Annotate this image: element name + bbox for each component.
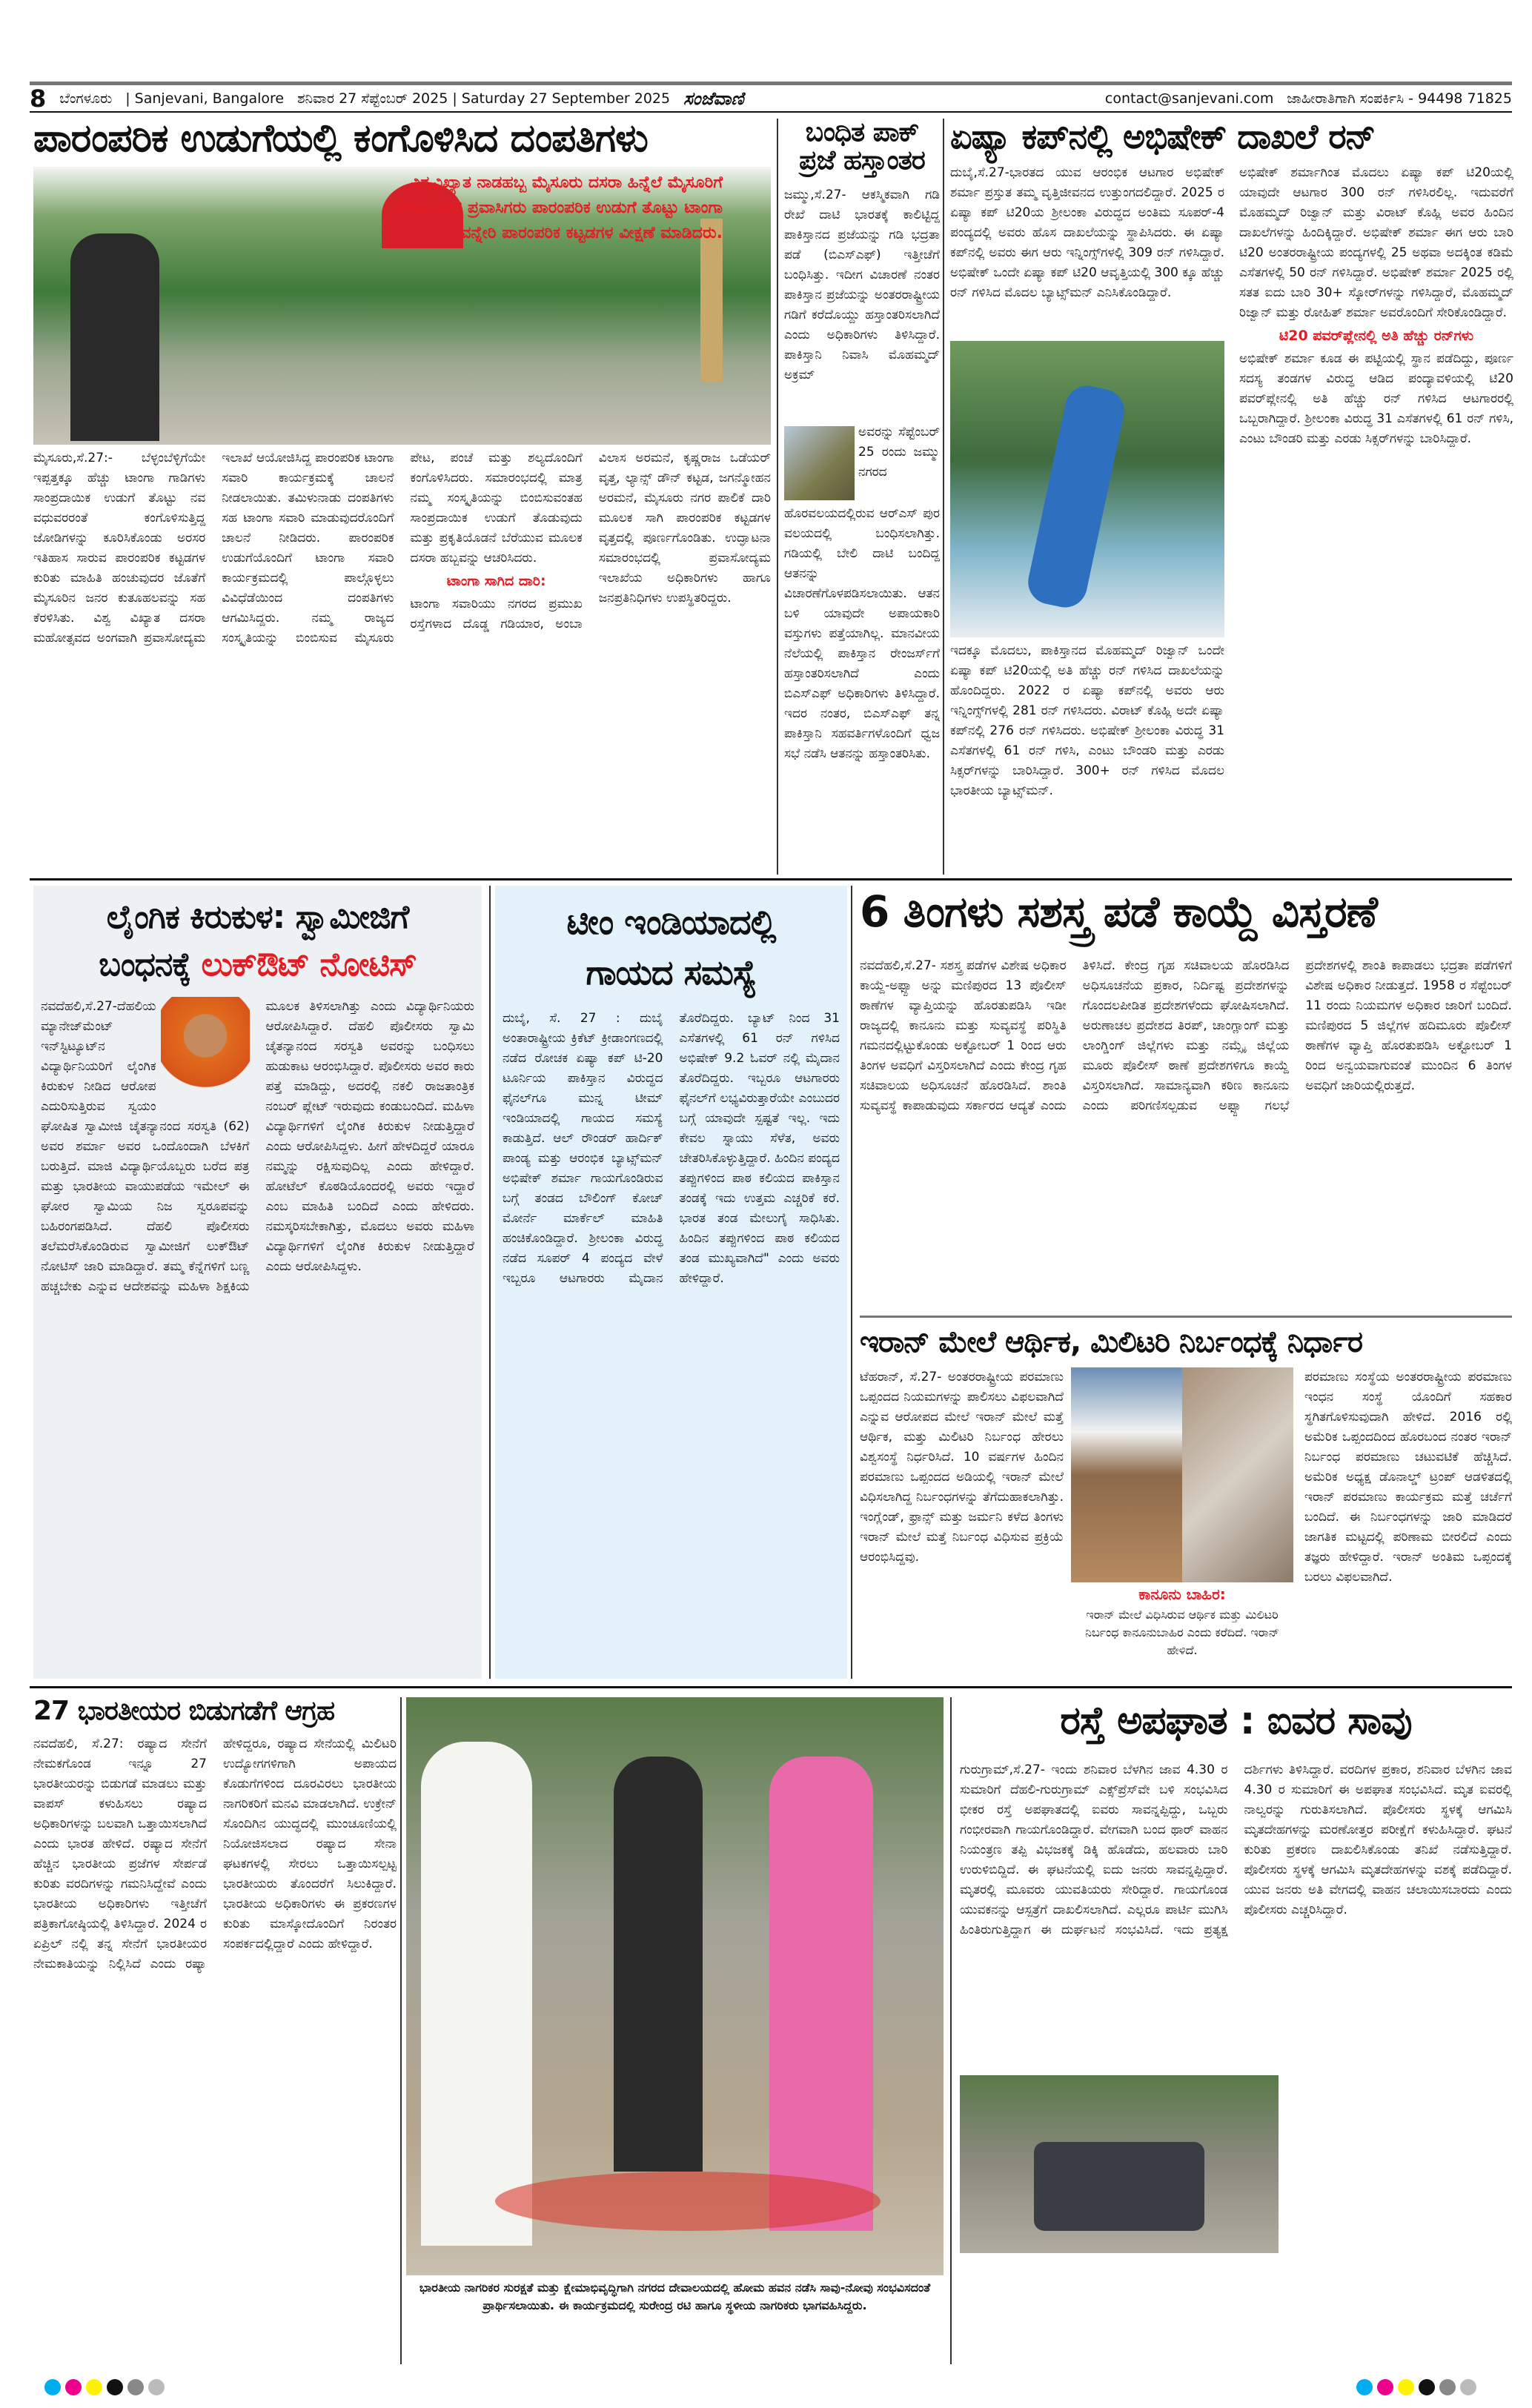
jeep-shape — [1034, 2142, 1204, 2231]
team-box — [495, 886, 847, 1679]
edition: | Sanjevani, Bangalore — [125, 90, 285, 107]
iran-caption-title: ಕಾನೂನು ಬಾಹಿರ: — [1138, 1585, 1226, 1603]
afspa-headline: 6 ತಿಂಗಳು ಸಶಸ್ತ್ರ ಪಡೆ ಕಾಯ್ದೆ ವಿಸ್ತರಣೆ — [860, 886, 1377, 937]
iran-caption: ಇರಾನ್ ಮೇಲೆ ವಿಧಿಸಿರುವ ಆರ್ಥಿಕ ಮತ್ತು ಮಿಲಿಟರಿ ನಿರ್ಬಂಧ ಕಾನೂನುಬಾಹಿರ ಎಂದು ಕರೆದಿದೆ. ಇರಾನ್ ಹೇಳಿದೆ. — [1085, 1608, 1279, 1657]
divider — [950, 1697, 952, 2364]
asia-paragraph: ಅಭಿಷೇಕ್ ಶರ್ಮಾಗಿಂತ ಮೊದಲು ಏಷ್ಯಾ ಕಪ್ ಟಿ20ಯಲ್ಲಿ ಯಾವುದೇ ಆಟಗಾರ 300 ರನ್ ಗಳಿಸಿರಲಿಲ್ಲ. ಇದುವರೆಗೆ ಮೊಹಮ್ಮದ್ ರಿಜ್ವಾನ್ ಮತ್ತು ವಿರಾಟ್ ಕೊಹ್ಲಿ ಅವರ ಹಿಂದಿನ ದಾಖಲೆಗಳನ್ನು ಹಿಂದಿಕ್ಕಿದ್ದಾರೆ. ಅಭಿಷೇಕ್ ಶರ್ಮಾ ಈಗ ಆರು ಬಾರಿ ಟಿ20 ಅಂತರರಾಷ್ಟ್ರೀಯ ಪಂದ್ಯಗಳಲ್ಲಿ 25 ಅಥವಾ ಅದಕ್ಕಿಂತ ಕಡಿಮೆ ಎಸೆತಗಳಲ್ಲಿ 50 ರನ್ ಗಳಿಸಿದ್ದಾರೆ. ಅಭಿಷೇಕ್ ಶರ್ಮಾ 2025 ರಲ್ಲಿ ಸತತ ಐದು ಬಾರಿ 30+ ಸ್ಕೋರ್‌ಗಳನ್ನು ಗಳಿಸಿದ್ದಾರೆ, ಮೊಹಮ್ಮದ್ ರಿಜ್ವಾನ್ ಮತ್ತು ರೋಹಿತ್ ಶರ್ಮಾ ಅವರೊಂದಿಗೆ ಸೇರಿಕೊಂಡಿದ್ದಾರೆ. — [1239, 165, 1513, 320]
section-rule — [30, 878, 1512, 880]
iran-photo — [1071, 1367, 1293, 1582]
swami-paragraph: ನವದೆಹಲಿ,ಸೆ.27-ದೆಹಲಿಯ ಮ್ಯಾನೇಜ್‌ಮೆಂಟ್ ಇನ್‌ಸ್ಟಿಟ್ಯೂಟ್‌ನ ವಿದ್ಯಾರ್ಥಿನಿಯರಿಗೆ ಲೈಂಗಿಕ ಕಿರುಕುಳ ನೀಡಿದ ಆರೋಪ ಎದುರಿಸುತ್ತಿರುವ ಸ್ವಯಂ ಘೋಷಿತ ಸ್ವಾಮೀಜಿ ಚೈತನ್ಯಾನಂದ ಸರಸ್ವತಿ (62) ಅವರ ಶರ್ಮಾ ಅವರ ಒಂದೊಂದಾಗಿ ಬೆಳಕಿಗೆ ಬರುತ್ತಿದೆ. ಮಾಜಿ ವಿದ್ಯಾರ್ಥಿಯೊಬ್ಬರು ಬರೆದ ಪತ್ರ ಮತ್ತು ಭಾರತೀಯ ವಾಯುಪಡೆಯ ಇಮೇಲ್ ಈ ಘೋರ ಸ್ವಾಮಿಯ ನಿಜ ಸ್ವರೂಪವನ್ನು ಬಹಿರಂಗಪಡಿಸಿದೆ. ದೆಹಲಿ ಪೊಲೀಸರು ತಲೆಮರೆಸಿಕೊಂಡಿರುವ ಸ್ವಾಮೀಜಿಗೆ ಲುಕ್‌ಔಟ್ ನೋಟಿಸ್ ಜಾರಿ ಮಾಡಿದ್ದಾರೆ. ತಮ್ಮ ಕೆನ್ನೆಗಳಿಗೆ ಬಣ್ಣ ಹಚ್ಚಬೇಕು ಎನ್ನುವ ಆದೇಶವನ್ನು ಮಹಿಳಾ ಶಿಕ್ಷಕಿಯ ಮೂಲಕ ತಿಳಿಸಲಾಗಿತ್ತು ಎಂದು ವಿದ್ಯಾರ್ಥಿನಿಯರು ಆರೋಪಿಸಿದ್ದಾರೆ. ದೆಹಲಿ ಪೊಲೀಸರು ಸ್ವಾಮಿ ಚೈತನ್ಯಾನಂದ ಸರಸ್ವತಿ ಅವರನ್ನು ಬಂಧಿಸಲು ಹುಡುಕಾಟ ಆರಂಭಿಸಿದ್ದಾರೆ. ಪೊಲೀಸರು ಅವರ ಕಾರು ಪತ್ತೆ ಮಾಡಿದ್ದು, ಅದರಲ್ಲಿ ನಕಲಿ ರಾಜತಾಂತ್ರಿಕ ನಂಬರ್ ಪ್ಲೇಟ್ ಇರುವುದು ಕಂಡುಬಂದಿದೆ. ಮಹಿಳಾ ವಿದ್ಯಾರ್ಥಿಗಳಿಗೆ ಲೈಂಗಿಕ ಕಿರುಕುಳ ನೀಡುತ್ತಿದ್ದಾರೆ ಎಂದು ಆರೋಪಿಸಿದ್ದಳು. ಹೀಗೆ ಹೇಳದಿದ್ದರೆ ಯಾರೂ ನಮ್ಮನ್ನು ರಕ್ಷಿಸುವುದಿಲ್ಲ ಎಂದು ಹೇಳಿದ್ದಾರೆ. ಹೋಟೆಲ್ ಕೊಠಡಿಯೊಂದರಲ್ಲಿ ಅವರು ಇದ್ದಾರೆ ಎಂಬ ಮಾಹಿತಿ ಬಂದಿದೆ ಎಂದು ಹೇಳಿದರು. ನಮಸ್ಕರಿಸಬೇಕಾಗಿತ್ತು, ಮೊದಲು ಅವರು ಮಹಿಳಾ ವಿದ್ಯಾರ್ಥಿಗಳಿಗೆ ಲೈಂಗಿಕ ಕಿರುಕುಳ ನೀಡುತ್ತಿದ್ದಾರೆ ಎಂದು ಆರೋಪಿಸಿದ್ದಳು. — [41, 999, 474, 1295]
lead-subhead: ಟಾಂಗಾ ಸಾಗಿದ ದಾರಿ: — [446, 573, 546, 589]
lead-headline: ಪಾರಂಪರಿಕ ಉಡುಗೆಯಲ್ಲಿ ಕಂಗೊಳಿಸಿದ ದಂಪತಿಗಳು — [33, 116, 648, 161]
lead-paragraph: ಟಾಂಗಾ ಸವಾರಿಯು ನಗರದ ಪ್ರಮುಖ ರಸ್ತೆಗಳಾದ ದೊಡ್ಡ ಗಡಿಯಾರ, ಅಂಬಾ ವಿಲಾಸ ಅರಮನೆ, ಕೃಷ್ಣರಾಜ ಒಡೆಯರ್ ವೃತ್ತ, ಲ್ಯಾನ್ಸ್ ಡೌನ್ ಕಟ್ಟಡ, ಜಗನ್ಮೋಹನ ಅರಮನೆ, ಮೈಸೂರು ನಗರ ಪಾಲಿಕೆ ದಾರಿ ಮೂಲಕ ಸಾಗಿ ಪಾರಂಪರಿಕ ಕಟ್ಟಡಗಳ ವೃತ್ತದಲ್ಲಿ ಪೂರ್ಣಗೊಂಡಿತು. ಉದ್ಘಾಟನಾ ಸಮಾರಂಭದಲ್ಲಿ ಪ್ರವಾಸೋದ್ಯಮ ಇಲಾಖೆಯ ಅಧಿಕಾರಿಗಳು ಹಾಗೂ ಜನಪ್ರತಿನಿಧಿಗಳು ಉಪಸ್ಥಿತರಿದ್ದರು. — [410, 451, 771, 631]
havan-ceremony-photo — [406, 1697, 944, 2275]
lead-photo-caption: ವಿಶ್ವವಿಖ್ಯಾತ ನಾಡಹಬ್ಬ ಮೈಸೂರು ದಸರಾ ಹಿನ್ನೆಲೆ ಮೈಸೂರಿಗೆ ಆಗಮಿಸಿರುವ ಪ್ರವಾಸಿಗರು ಪಾರಂಪರಿಕ ಉಡುಗೆ ತೊಟ್ಟು ಟಾಂಗಾ ವನ್ನೇರಿ ಪಾರಂಪರಿಕ ಕಟ್ಟಡಗಳ ವೀಕ್ಷಣೆ ಮಾಡಿದರು. — [394, 173, 723, 242]
abhishek-sharma-photo — [950, 341, 1224, 637]
horse-shape — [70, 233, 159, 441]
divider — [851, 886, 852, 1679]
asia-body-right — [1239, 163, 1513, 875]
accident-body — [960, 1760, 1512, 2364]
divider — [943, 119, 944, 875]
divider — [400, 1697, 402, 2364]
person-white-shape — [421, 1742, 532, 2246]
pak-paragraph: ಅವರನ್ನು ಸೆಪ್ಟೆಂಬರ್ 25 ರಂದು ಜಮ್ಮು ನಗರದ ಹೊರವಲಯದಲ್ಲಿರುವ ಆರ್‌ಎಸ್ ಪುರ ವಲಯದಲ್ಲಿ ಬಂಧಿಸಲಾಗಿತ್ತು. ಗಡಿಯಲ್ಲಿ ಬೇಲಿ ದಾಟಿ ಬಂದಿದ್ದ ಆತನನ್ನು ವಿಚಾರಣೆಗೊಳಪಡಿಸಲಾಯಿತು. ಆತನ ಬಳಿ ಯಾವುದೇ ಅಪಾಯಕಾರಿ ವಸ್ತುಗಳು ಪತ್ತೆಯಾಗಿಲ್ಲ. ಮಾನವೀಯ ನೆಲೆಯಲ್ಲಿ ಪಾಕಿಸ್ತಾನ ರೇಂಜರ್ಸ್‌ಗೆ ಹಸ್ತಾಂತರಿಸಲಾಗಿದೆ ಎಂದು ಬಿಎಸ್‌ಎಫ್ ಅಧಿಕಾರಿಗಳು ತಿಳಿಸಿದ್ದಾರೆ. ಇದರ ನಂತರ, ಬಿಎಸ್‌ಎಫ್ ತನ್ನ ಪಾಕಿಸ್ತಾನಿ ಸಹವರ್ತಿಗಳೊಂದಿಗೆ ಧ್ವಜ ಸಭೆ ನಡೆಸಿ ಆತನನ್ನು ಹಸ್ತಾಂತರಿಸಿತು. — [784, 425, 940, 761]
swami-headline-1: ಲೈಂಗಿಕ ಕಿರುಕುಳ: ಸ್ವಾಮೀಜಿಗೆ — [106, 898, 409, 936]
priest-pink-shape — [769, 1757, 873, 2231]
divider — [777, 119, 778, 875]
asia-cup-headline: ಏಷ್ಯಾ ಕಪ್‌ನಲ್ಲಿ ಅಭಿಷೇಕ್ ದಾಖಲೆ ರನ್ — [950, 116, 1376, 156]
asia-body-1: ದುಬೈ,ಸೆ.27-ಭಾರತದ ಯುವ ಆರಂಭಿಕ ಆಟಗಾರ ಅಭಿಷೇಕ್ ಶರ್ಮಾ ಪ್ರಸ್ತುತ ತಮ್ಮ ವೃತ್ತಿಜೀವನದ ಉತ್ತುಂಗದಲಿದ್ದಾರೆ. 2025 ರ ಏಷ್ಯಾ ಕಪ್ ಟಿ20ಯ ಶ್ರೀಲಂಕಾ ವಿರುದ್ಧದ ಅಂತಿಮ ಸೂಪರ್-4 ಪಂದ್ಯದಲ್ಲಿ ಅವರು ಹೊಸ ದಾಖಲೆಯನ್ನು ಸ್ಥಾಪಿಸಿದರು. ಈ ಏಷ್ಯಾ ಕಪ್‌ನಲ್ಲಿ ಅವರು ಈಗ ಆರು ಇನ್ನಿಂಗ್ಸ್‌ಗಳಲ್ಲಿ 309 ರನ್ ಗಳಿಸಿದ್ದಾರೆ. ಅಭಿಷೇಕ್ ಒಂದೇ ಏಷ್ಯಾ ಕಪ್ ಟಿ20 ಆವೃತ್ತಿಯಲ್ಲಿ 300 ಕ್ಕೂ ಹೆಚ್ಚು ರನ್ ಗಳಿಸಿದ ಮೊದಲ ಬ್ಯಾಟ್ಸ್‌ಮನ್ ಎನಿಸಿಕೊಂಡಿದ್ದಾರೆ. — [950, 165, 1224, 300]
swami-headline-2: ಬಂಧನಕ್ಕೆ ಲುಕ್‌ಔಟ್ ನೋಟಿಸ್ — [99, 946, 417, 984]
divider — [489, 886, 491, 1679]
ad-contact: ಜಾಹೀರಾತಿಗಾಗಿ ಸಂಪರ್ಕಿಸಿ - 94498 71825 — [1287, 90, 1512, 107]
swami-body — [33, 989, 482, 1686]
pak-body-bottom — [784, 422, 940, 875]
asia-paragraph: ಅಭಿಷೇಕ್ ಶರ್ಮಾ ಕೂಡ ಈ ಪಟ್ಟಿಯಲ್ಲಿ ಸ್ಥಾನ ಪಡೆದಿದ್ದು, ಪೂರ್ಣ ಸದಸ್ಯ ತಂಡಗಳ ವಿರುದ್ಧ ಆಡಿದ ಪಂದ್ಯಾವಳಿಯಲ್ಲಿ ಟಿ20 ಪವರ್‌ಪ್ಲೇನಲ್ಲಿ ಅತಿ ಹೆಚ್ಚು ರನ್ ಗಳಿಸಿದ ಆಟಗಾರರಲ್ಲಿ ಒಬ್ಬರಾಗಿದ್ದಾರೆ. ಶ್ರೀಲಂಕಾ ವಿರುದ್ಧ 31 ಎಸೆತಗಳಲ್ಲಿ 61 ರನ್ ಗಳಿಸಿ, ಎಂಟು ಬೌಂಡರಿ ಮತ್ತು ಎರಡು ಸಿಕ್ಸರ್‌ಗಳನ್ನು ಬಾರಿಸಿದ್ದಾರೆ. — [1239, 351, 1513, 446]
khamenei-photo — [1071, 1367, 1182, 1582]
accident-headline: ರಸ್ತೆ ಅಪಘಾತ : ಐವರ ಸಾವು — [1060, 1699, 1412, 1743]
batsman-shape — [1024, 382, 1129, 611]
pak-headline: ಬಂಧಿತ ಪಾಕ್ ಪ್ರಜೆ ಹಸ್ತಾಂತರ — [799, 117, 925, 176]
section-rule — [860, 1316, 1512, 1318]
iran-body-2: ಪರಮಾಣು ಸಂಸ್ಥೆಯ ಅಂತರರಾಷ್ಟ್ರೀಯ ಪರಮಾಣು ಇಂಧನ ಸಂಸ್ಥೆ ಯೊಂದಿಗೆ ಸಹಕಾರ ಸ್ಥಗಿತಗೊಳಿಸುವುದಾಗಿ ಹೇಳಿದೆ. 2016 ರಲ್ಲಿ ಅಮೆರಿಕ ಒಪ್ಪಂದದಿಂದ ಹೊರಬಂದ ನಂತರ ಇರಾನ್ ನಿರ್ಬಂಧ ಪರಮಾಣು ಚಟುವಟಿಕೆ ಹೆಚ್ಚಿಸಿದೆ. ಅಮೆರಿಕ ಅಧ್ಯಕ್ಷ ಡೊನಾಲ್ಡ್ ಟ್ರಂಪ್ ಆಡಳಿತದಲ್ಲಿ ಇರಾನ್ ಪರಮಾಣು ಕಾರ್ಯಕ್ರಮ ಮತ್ತೆ ಚರ್ಚೆಗೆ ಬಂದಿದೆ. ಈ ನಿರ್ಬಂಧಗಳನ್ನು ಜಾರಿ ಮಾಡಿದರೆ ಜಾಗತಿಕ ಮಟ್ಟದಲ್ಲಿ ಪರಿಣಾಮ ಬೀರಲಿದೆ ಎಂದು ತಜ್ಞರು ಹೇಳಿದ್ದಾರೆ. ಇರಾನ್ ಅಂತಿಮ ಒಪ್ಪಂದಕ್ಕೆ ಬರಲು ವಿಫಲವಾಗಿದೆ. — [1304, 1370, 1512, 1585]
lead-body — [33, 448, 771, 875]
indians-body: ನವದೆಹಲಿ, ಸೆ.27: ರಷ್ಯಾದ ಸೇನೆಗೆ ನೇಮಕಗೊಂಡ ಇನ್ನೂ 27 ಭಾರತೀಯರನ್ನು ಬಿಡುಗಡೆ ಮಾಡಲು ಮತ್ತು ವಾಪಸ್ ಕಳುಹಿಸಲು ರಷ್ಯಾದ ಅಧಿಕಾರಿಗಳನ್ನು ಬಲವಾಗಿ ಒತ್ತಾಯಿಸಲಾಗಿದೆ ಎಂದು ಭಾರತ ಹೇಳಿದೆ. ರಷ್ಯಾದ ಸೇನೆಗೆ ಹೆಚ್ಚಿನ ಭಾರತೀಯ ಪ್ರಜೆಗಳ ಸೇರ್ಪಡೆ ಕುರಿತು ವರದಿಗಳನ್ನು ಗಮನಿಸಿದ್ದೇವೆ ಎಂದು ಭಾರತೀಯ ಅಧಿಕಾರಿಗಳು ಇತ್ತೀಚೆಗೆ ಪತ್ರಿಕಾಗೋಷ್ಠಿಯಲ್ಲಿ ತಿಳಿಸಿದ್ದಾರೆ. 2024 ರ ಏಪ್ರಿಲ್ ನಲ್ಲಿ ತನ್ನ ಸೇನೆಗೆ ಭಾರತೀಯರ ನೇಮಕಾತಿಯನ್ನು ನಿಲ್ಲಿಸಿದೆ ಎಂದು ರಷ್ಯಾ ಹೇಳಿದ್ದರೂ, ರಷ್ಯಾದ ಸೇನೆಯಲ್ಲಿ ಮಿಲಿಟರಿ ಉದ್ಯೋಗಗಳಿಗಾಗಿ ಅಪಾಯದ ಕೊಡುಗೆಗಳಿಂದ ದೂರವಿರಲು ಭಾರತೀಯ ನಾಗರಿಕರಿಗೆ ಮನವಿ ಮಾಡಲಾಗಿದೆ. ಉಕ್ರೇನ್ ಸೊಂದಿಗಿನ ಯುದ್ಧದಲ್ಲಿ ಮುಂಚೂಣಿಯಲ್ಲಿ ನಿಯೋಜಿಸಲಾದ ರಷ್ಯಾದ ಸೇನಾ ಘಟಕಗಳಲ್ಲಿ ಸೇರಲು ಒತ್ತಾಯಿಸಲ್ಪಟ್ಟ ಭಾರತೀಯರು ತೊಂದರೆಗೆ ಸಿಲುಕಿದ್ದಾರೆ. ಭಾರತೀಯ ಅಧಿಕಾರಿಗಳು ಈ ಪ್ರಕರಣಗಳ ಕುರಿತು ಮಾಸ್ಕೋದೊಂದಿಗೆ ನಿರಂತರ ಸಂಪರ್ಕದಲ್ಲಿದ್ದಾರೆ ಎಂದು ಹೇಳಿದ್ದಾರೆ. — [33, 1737, 397, 1971]
date: ಶನಿವಾರ 27 ಸೆಪ್ಟೆಂಬರ್ 2025 | Saturday 27 September 2025 — [297, 90, 671, 107]
lookout-notice-text: ಲುಕ್‌ಔಟ್ ನೋಟಿಸ್ — [201, 946, 417, 984]
team-headline-1: ಟೀಂ ಇಂಡಿಯಾದಲ್ಲಿ — [566, 902, 776, 942]
color-registration-marks-right — [1356, 2379, 1476, 2395]
contact-email[interactable]: contact@sanjevani.com — [1104, 90, 1274, 107]
afspa-body: ನವದೆಹಲಿ,ಸೆ.27- ಸಶಸ್ತ್ರ ಪಡೆಗಳ ವಿಶೇಷ ಅಧಿಕಾರ ಕಾಯ್ದೆ-ಅಫ್ಸ್ಪಾ ಅನ್ನು ಮಣಿಪುರದ 13 ಪೊಲೀಸ್ ಠಾಣೆಗಳ ವ್ಯಾಪ್ತಿಯನ್ನು ಹೊರತುಪಡಿಸಿ ಇಡೀ ರಾಜ್ಯದಲ್ಲಿ ಕಾನೂನು ಮತ್ತು ಸುವ್ಯವಸ್ಥೆ ಪರಿಸ್ಥಿತಿ ಗಮನದಲ್ಲಿಟ್ಟುಕೊಂಡು ಅಕ್ಟೋಬರ್ 1 ರಿಂದ ಆರು ತಿಂಗಳ ಅವಧಿಗೆ ವಿಸ್ತರಿಸಲಾಗಿದೆ ಎಂದು ಕೇಂದ್ರ ಗೃಹ ಸಚಿವಾಲಯ ಅಧಿಸೂಚನೆ ಹೊರಡಿಸಿದೆ. ಶಾಂತಿ ಸುವ್ಯವಸ್ಥೆ ಕಾಪಾಡುವುದು ಸರ್ಕಾರದ ಆದ್ಯತೆ ಎಂದು ತಿಳಿಸಿದೆ. ಕೇಂದ್ರ ಗೃಹ ಸಚಿವಾಲಯ ಹೊರಡಿಸಿದ ಅಧಿಸೂಚನೆಯ ಪ್ರಕಾರ, ನಿರ್ದಿಷ್ಟ ಪ್ರದೇಶಗಳನ್ನು ಗೊಂದಲಪೀಡಿತ ಪ್ರದೇಶಗಳೆಂದು ಘೋಷಿಸಲಾಗಿದೆ. ಅರುಣಾಚಲ ಪ್ರದೇಶದ ತಿರಪ್, ಚಾಂಗ್ಲಾಂಗ್ ಮತ್ತು ಲಾಂಗ್ಡಿಂಗ್ ಜಿಲ್ಲೆಗಳು ಮತ್ತು ನಮ್ಸೈ ಜಿಲ್ಲೆಯ ಮೂರು ಪೊಲೀಸ್ ಠಾಣೆ ಪ್ರದೇಶಗಳಿಗೂ ಕಾಯ್ದೆ ವಿಸ್ತರಿಸಲಾಗಿದೆ. ಸಾಮಾನ್ಯವಾಗಿ ಕಠಿಣ ಕಾನೂನು ಎಂದು ಪರಿಗಣಿಸಲ್ಪಡುವ ಅಫ್ಸ್ಪಾ ಗಲಭೆ ಪ್ರದೇಶಗಳಲ್ಲಿ ಶಾಂತಿ ಕಾಪಾಡಲು ಭದ್ರತಾ ಪಡೆಗಳಿಗೆ ವಿಶೇಷ ಅಧಿಕಾರ ನೀಡುತ್ತದೆ. 1958 ರ ಸೆಪ್ಟೆಂಬರ್ 11 ರಂದು ನಿಯಮಗಳ ಅಧಿಕಾರ ಜಾರಿಗೆ ಬಂದಿದೆ. ಮಣಿಪುರದ 5 ಜಿಲ್ಲೆಗಳ ಹದಿಮೂರು ಪೊಲೀಸ್ ಠಾಣೆಗಳ ವ್ಯಾಪ್ತಿ ಹೊರತುಪಡಿಸಿ ಅಕ್ಟೋಬರ್ 1 ರಿಂದ ಅನ್ವಯವಾಗುವಂತೆ ಮುಂದಿನ 6 ತಿಂಗಳ ಅವಧಿಗೆ ಜಾರಿಯಲ್ಲಿರುತ್ತದೆ. — [860, 958, 1512, 1113]
page-number: 8 — [30, 84, 47, 113]
pak-body-top: ಜಮ್ಮು,ಸೆ.27- ಆಕಸ್ಮಿಕವಾಗಿ ಗಡಿ ರೇಖೆ ದಾಟಿ ಭಾರತಕ್ಕೆ ಕಾಲಿಟ್ಟಿದ್ದ ಪಾಕಿಸ್ತಾನದ ಪ್ರಜೆಯನ್ನು ಗಡಿ ಭದ್ರತಾ ಪಡೆ (ಬಿಎಸ್‌ಎಫ್) ಇತ್ತೀಚೆಗೆ ಬಂಧಿಸಿತ್ತು. ಇದೀಗ ವಿಚಾರಣೆ ನಂತರ ಪಾಕಿಸ್ತಾನ ಪ್ರಜೆಯನ್ನು ಅಂತರರಾಷ್ಟ್ರೀಯ ಗಡಿಗೆ ಕರೆದೊಯ್ದು ಹಸ್ತಾಂತರಿಸಲಾಗಿದೆ ಎಂದು ಅಧಿಕಾರಿಗಳು ತಿಳಿಸಿದ್ದಾರೆ. ಪಾಕಿಸ್ತಾನಿ ನಿವಾಸಿ ಮೊಹಮ್ಮದ್ ಅಕ್ರಮ್ — [784, 188, 940, 382]
iran-photo-block — [1071, 1367, 1293, 1679]
nuclear-site-photo — [1182, 1367, 1293, 1582]
iran-headline: ಇರಾನ್ ಮೇಲೆ ಆರ್ಥಿಕ, ಮಿಲಿಟರಿ ನಿರ್ಬಂಧಕ್ಕೆ ನಿರ್ಧಾರ — [860, 1325, 1362, 1359]
tonga-ride-photo — [33, 167, 771, 445]
indians-headline: 27 ಭಾರತೀಯರ ಬಿಡುಗಡೆಗೆ ಆಗ್ರಹ — [33, 1696, 335, 1726]
section-rule — [30, 1686, 1512, 1688]
lead-paragraph: ಮೈಸೂರು,ಸೆ.27:- ಬೆಳ್ಳಂಬೆಳ್ಳಿಗೆಯೇ ಇಪ್ಪತ್ತಕ್ಕೂ ಹೆಚ್ಚು ಟಾಂಗಾ ಗಾಡಿಗಳು ಸಾಂಪ್ರದಾಯಿಕ ಉಡುಗೆ ತೊಟ್ಟು ನವ ವಧುವರರಂತೆ ಕಂಗೊಳಿಸುತ್ತಿದ್ದ ಜೋಡಿಗಳನ್ನು ಕೂರಿಸಿಕೊಂಡು ಅರಸರ ಇತಿಹಾಸ ಸಾರುವ ಪಾರಂಪರಿಕ ಕಟ್ಟಡಗಳ ಕುರಿತು ಮಾಹಿತಿ ಹಂಚುವುದರ ಜೊತೆಗೆ ಮೈಸೂರಿನ ಜನರ ಕುತೂಹಲವನ್ನು ಸಹ ಕೆರಳಿಸಿತು. ವಿಶ್ವ ವಿಖ್ಯಾತ ದಸರಾ ಮಹೋತ್ಸವದ ಅಂಗವಾಗಿ ಪ್ರವಾಸೋದ್ಯಮ ಇಲಾಖೆ ಆಯೋಜಿಸಿದ್ದ ಪಾರಂಪರಿಕ ಟಾಂಗಾ ಸವಾರಿ ಕಾರ್ಯಕ್ರಮಕ್ಕೆ ಚಾಲನೆ ನೀಡಲಾಯಿತು. ತಮಿಳುನಾಡು ದಂಪತಿಗಳು ಸಹ ಟಾಂಗಾ ಸವಾರಿ ಮಾಡುವುದರೊಂದಿಗೆ ಚಾಲನೆ ನೀಡಿದರು. ಪಾರಂಪರಿಕ ಉಡುಗೆಯೊಂದಿಗೆ ಟಾಂಗಾ ಸವಾರಿ ಕಾರ್ಯಕ್ರಮದಲ್ಲಿ ಪಾಲ್ಗೊಳ್ಳಲು ವಿವಿಧೆಡೆಯಿಂದ ದಂಪತಿಗಳು ಆಗಮಿಸಿದ್ದರು. ನಮ್ಮ ರಾಜ್ಯದ ಸಂಸ್ಕೃತಿಯನ್ನು ಬಿಂಬಿಸುವ ಮೈಸೂರು ಪೇಟ, ಪಂಚೆ ಮತ್ತು ಶಲ್ಯದೊಂದಿಗೆ ಕಂಗೊಳಿಸಿದರು. ಸಮಾರಂಭದಲ್ಲಿ ಮಾತ್ರ ನಮ್ಮ ಸಂಸ್ಕೃತಿಯನ್ನು ಬಿಂಬಿಸುವಂತಹ ಸಾಂಪ್ರದಾಯಿಕ ಉಡುಗೆ ತೊಡುವುದು ಮತ್ತು ಪ್ರಕೃತಿಯೊಡನೆ ಬೆರೆಯುವ ಮೂಲಕ ದಸರಾ ಹಬ್ಬವನ್ನು ಆಚರಿಸಿದರು. — [33, 451, 583, 646]
accident-paragraph: ಗುರುಗ್ರಾಮ್,ಸೆ.27- ಇಂದು ಶನಿವಾರ ಬೆಳಗಿನ ಜಾವ 4.30 ರ ಸುಮಾರಿಗೆ ದೆಹಲಿ-ಗುರುಗ್ರಾಮ್ ಎಕ್ಸ್‌ಪ್ರೆಸ್‌ವೇ ಬಳಿ ಸಂಭವಿಸಿದ ಭೀಕರ ರಸ್ತೆ ಅಪಘಾತದಲ್ಲಿ ಐವರು ಸಾವನ್ನಪ್ಪಿದ್ದು, ಒಬ್ಬರು ಗಂಭೀರವಾಗಿ ಗಾಯಗೊಂಡಿದ್ದಾರೆ. ವೇಗವಾಗಿ ಬಂದ ಥಾರ್ ವಾಹನ ನಿಯಂತ್ರಣ ತಪ್ಪಿ ವಿಭಜಕಕ್ಕೆ ಡಿಕ್ಕಿ ಹೊಡೆದು, ಹಲವಾರು ಬಾರಿ ಉರುಳಿಬಿದ್ದಿದೆ. ಈ ಘಟನೆಯಲ್ಲಿ ಐದು ಜನರು ಸಾವನ್ನಪ್ಪಿದ್ದಾರೆ. ಮೃತರಲ್ಲಿ ಮೂವರು ಯುವತಿಯರು ಸೇರಿದ್ದಾರೆ. ಗಾಯಗೊಂಡ ಯುವಕನನ್ನು ಆಸ್ಪತ್ರೆಗೆ ದಾಖಲಿಸಲಾಗಿದೆ. ಎಲ್ಲರೂ ಪಾರ್ಟಿ ಮುಗಿಸಿ ಹಿಂತಿರುಗುತ್ತಿದ್ದಾಗ ಈ ದುರ್ಘಟನೆ ಸಂಭವಿಸಿದೆ. ಇದು ಪ್ರತ್ಯಕ್ಷ ದರ್ಶಿಗಳು ತಿಳಿಸಿದ್ದಾರೆ. ವರದಿಗಳ ಪ್ರಕಾರ, ಶನಿವಾರ ಬೆಳಗಿನ ಜಾವ 4.30 ರ ಸುಮಾರಿಗೆ ಈ ಅಪಘಾತ ಸಂಭವಿಸಿದೆ. ಮೃತ ಐವರಲ್ಲಿ ನಾಲ್ವರನ್ನು ಗುರುತಿಸಲಾಗಿದೆ. ಪೊಲೀಸರು ಸ್ಥಳಕ್ಕೆ ಆಗಮಿಸಿ ಮೃತದೇಹಗಳನ್ನು ಮರಣೋತ್ತರ ಪರೀಕ್ಷೆಗೆ ಕಳುಹಿಸಿದ್ದಾರೆ. ಘಟನೆ ಕುರಿತು ಪ್ರಕರಣ ದಾಖಲಿಸಿಕೊಂಡು ತನಿಖೆ ನಡೆಸುತ್ತಿದ್ದಾರೆ. ಪೊಲೀಸರು ಸ್ಥಳಕ್ಕೆ ಆಗಮಿಸಿ ಮೃತದೇಹಗಳನ್ನು ವಶಕ್ಕೆ ಪಡೆದಿದ್ದಾರೆ. ಯುವ ಜನರು ಅತಿ ವೇಗದಲ್ಲಿ ವಾಹನ ಚಲಾಯಿಸಬಾರದು ಎಂದು ಪೊಲೀಸರು ಎಚ್ಚರಿಸಿದ್ದಾರೆ. — [960, 1762, 1512, 1937]
team-headline-2: ಗಾಯದ ಸಮಸ್ಯೆ — [586, 952, 757, 993]
wrecked-jeep-photo — [960, 2075, 1279, 2253]
flower-petals-shape — [495, 2172, 881, 2231]
city: ಬೆಂಗಳೂರು — [59, 90, 113, 107]
newspaper-logo: ಸಂಜೆವಾಣಿ — [683, 87, 744, 109]
page-header — [30, 82, 1512, 113]
asia-body-2: ಇದಕ್ಕೂ ಮೊದಲು, ಪಾಕಿಸ್ತಾನದ ಮೊಹಮ್ಮದ್ ರಿಜ್ವಾನ್ ಒಂದೇ ಏಷ್ಯಾ ಕಪ್ ಟಿ20ಯಲ್ಲಿ ಅತಿ ಹೆಚ್ಚು ರನ್ ಗಳಿಸಿದ ದಾಖಲೆಯನ್ನು ಹೊಂದಿದ್ದರು. 2022 ರ ಏಷ್ಯಾ ಕಪ್‌ನಲ್ಲಿ ಅವರು ಆರು ಇನ್ನಿಂಗ್ಸ್‌ಗಳಲ್ಲಿ 281 ರನ್ ಗಳಿಸಿದರು. ವಿರಾಟ್ ಕೊಹ್ಲಿ ಅದೇ ಏಷ್ಯಾ ಕಪ್‌ನಲ್ಲಿ 276 ರನ್ ಗಳಿಸಿದರು. ಅಭಿಷೇಕ್ ಶ್ರೀಲಂಕಾ ವಿರುದ್ಧ 31 ಎಸೆತಗಳಲ್ಲಿ 61 ರನ್ ಗಳಿಸಿ, ಎಂಟು ಬೌಂಡರಿ ಮತ್ತು ಎರಡು ಸಿಕ್ಸರ್‌ಗಳನ್ನು ಬಾರಿಸಿದ್ದಾರೆ. 300+ ರನ್ ಗಳಿಸಿದ ಮೊದಲ ಭಾರತೀಯ ಬ್ಯಾಟ್ಸ್‌ಮನ್. — [950, 643, 1224, 798]
team-body: ದುಬೈ, ಸೆ. 27 : ದುಬೈ ಅಂತಾರಾಷ್ಟ್ರೀಯ ಕ್ರಿಕೆಟ್ ಕ್ರೀಡಾಂಗಣದಲ್ಲಿ ನಡೆದ ರೋಚಕ ಏಷ್ಯಾ ಕಪ್ ಟಿ-20 ಟೂರ್ನಿಯ ಪಾಕಿಸ್ತಾನ ವಿರುದ್ಧದ ಫೈನಲ್‌ಗೂ ಮುನ್ನ ಟೀಮ್ ಇಂಡಿಯಾದಲ್ಲಿ ಗಾಯದ ಸಮಸ್ಯೆ ಕಾಡುತ್ತಿದೆ. ಆಲ್ ರೌಂಡರ್ ಹಾರ್ದಿಕ್ ಪಾಂಡ್ಯ ಮತ್ತು ಆರಂಭಿಕ ಬ್ಯಾಟ್ಸ್‌ಮನ್ ಅಭಿಷೇಕ್ ಶರ್ಮಾ ಗಾಯಗೊಂಡಿರುವ ಬಗ್ಗೆ ತಂಡದ ಬೌಲಿಂಗ್ ಕೋಚ್ ಮೋರ್ನೆ ಮಾರ್ಕೆಲ್ ಮಾಹಿತಿ ಹಂಚಿಕೊಂಡಿದ್ದಾರೆ. ಶ್ರೀಲಂಕಾ ವಿರುದ್ಧ ನಡೆದ ಸೂಪರ್ 4 ಪಂದ್ಯದ ವೇಳೆ ಇಬ್ಬರೂ ಆಟಗಾರರು ಮೈದಾನ ತೊರೆದಿದ್ದರು. ಬ್ಯಾಟ್ ನಿಂದ 31 ಎಸೆತಗಳಲ್ಲಿ 61 ರನ್ ಗಳಿಸಿದ ಅಭಿಷೇಕ್ 9.2 ಓವರ್ ನಲ್ಲಿ ಮೈದಾನ ತೊರೆದಿದ್ದರು. ಇಬ್ಬರೂ ಆಟಗಾರರು ಫೈನಲ್‌ಗೆ ಲಭ್ಯವಿರುತ್ತಾರೆಯೇ ಎಂಬುದರ ಬಗ್ಗೆ ಯಾವುದೇ ಸ್ಪಷ್ಟತೆ ಇಲ್ಲ. ಇದು ಕೇವಲ ಸ್ನಾಯು ಸೆಳೆತ, ಅವರು ಚೇತರಿಸಿಕೊಳ್ಳುತ್ತಿದ್ದಾರೆ. ಹಿಂದಿನ ಪಂದ್ಯದ ತಪ್ಪುಗಳಿಂದ ಪಾಠ ಕಲಿಯದ ಪಾಕಿಸ್ತಾನ ತಂಡಕ್ಕೆ ಇದು ಉತ್ತಮ ಎಚ್ಚರಿಕೆ ಕರೆ. ಭಾರತ ತಂಡ ಮೇಲುಗೈ ಸಾಧಿಸಿತು. ಹಿಂದಿನ ತಪ್ಪುಗಳಿಂದ ಪಾಠ ಕಲಿಯದ ತಂಡ ಮುಖ್ಯವಾಗಿದೆ" ಎಂದು ಅವರು ಹೇಳಿದ್ದಾರೆ. — [503, 1010, 840, 1286]
person-black-shape — [614, 1757, 703, 2172]
asia-subhead: ಟಿ20 ಪವರ್‌ಪ್ಲೇನಲ್ಲಿ ಅತಿ ಹೆಚ್ಚು ರನ್‌ಗಳು — [1279, 328, 1474, 344]
iran-body-1: ಟೆಹರಾನ್, ಸೆ.27- ಅಂತರರಾಷ್ಟ್ರೀಯ ಪರಮಾಣು ಒಪ್ಪಂದದ ನಿಯಮಗಳನ್ನು ಪಾಲಿಸಲು ವಿಫಲವಾಗಿದೆ ಎನ್ನುವ ಆರೋಪದ ಮೇಲೆ ಇರಾನ್ ಮೇಲೆ ಮತ್ತೆ ಆರ್ಥಿಕ, ಮತ್ತು ಮಿಲಿಟರಿ ನಿರ್ಬಂಧ ಹೇರಲು ವಿಶ್ವಸಂಸ್ಥೆ ನಿರ್ಧರಿಸಿದೆ. 10 ವರ್ಷಗಳ ಹಿಂದಿನ ಪರಮಾಣು ಒಪ್ಪಂದದ ಅಡಿಯಲ್ಲಿ ಇರಾನ್ ಮೇಲೆ ವಿಧಿಸಲಾಗಿದ್ದ ನಿರ್ಬಂಧಗಳನ್ನು ತೆಗೆದುಹಾಕಲಾಗಿತ್ತು. ಇಂಗ್ಲೆಂಡ್, ಫ್ರಾನ್ಸ್ ಮತ್ತು ಜರ್ಮನಿ ಕಳೆದ ತಿಂಗಳು ಇರಾನ್‌ ಮೇಲೆ ಮತ್ತೆ ನಿರ್ಬಂಧ ವಿಧಿಸುವ ಪ್ರಕ್ರಿಯೆ ಆರಂಭಿಸಿದ್ದವು. — [860, 1370, 1064, 1565]
swami-photo — [161, 997, 250, 1108]
havan-photo-caption: ಭಾರತೀಯ ನಾಗರಿಕರ ಸುರಕ್ಷತೆ ಮತ್ತು ಕ್ಷೇಮಾಭಿವೃದ್ಧಿಗಾಗಿ ನಗರದ ದೇವಾಲಯದಲ್ಲಿ ಹೋಮ ಹವನ ನಡೆಸಿ ಸಾವು-ನೋವು ಸಂಭವಿಸದಂತೆ ಪ್ರಾರ್ಥಿಸಲಾಯಿತು. ಈ ಕಾರ್ಯಕ್ರಮದಲ್ಲಿ ಸುರೇಂದ್ರ ರಟಿ ಹಾಗೂ ಸ್ಥಳೀಯ ನಾಗರಿಕರು ಭಾಗವಹಿಸಿದ್ದರು. — [419, 2281, 931, 2312]
swami-box — [33, 886, 482, 1679]
color-registration-marks-left — [44, 2379, 165, 2395]
